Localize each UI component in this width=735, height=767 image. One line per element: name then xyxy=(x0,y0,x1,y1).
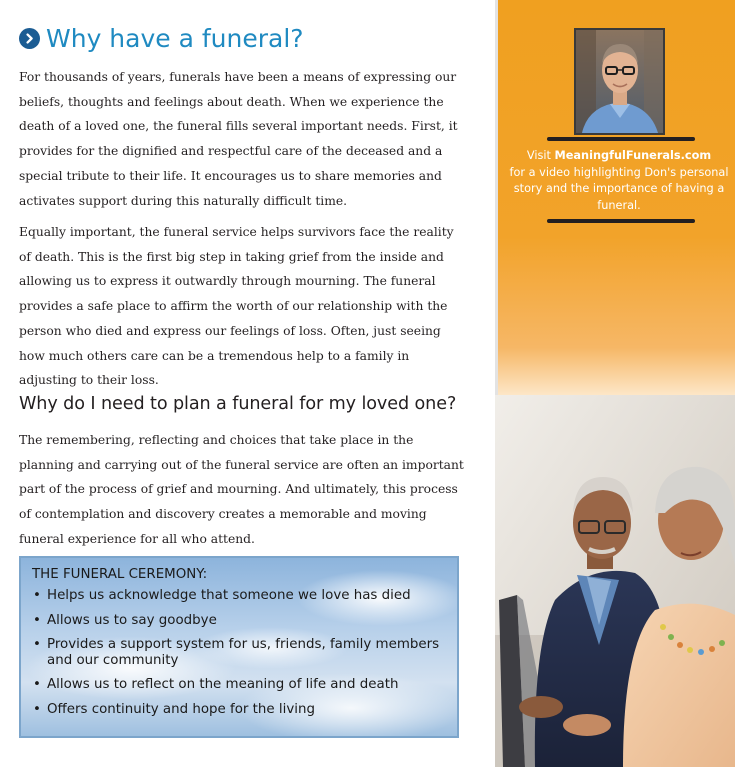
ceremony-title: THE FUNERAL CEREMONY: xyxy=(32,567,208,582)
visit-prefix: Visit xyxy=(526,149,551,162)
visit-website-text xyxy=(509,148,729,214)
ceremony-list-item: • Provides a support system for us, friends, family members and our community xyxy=(33,637,443,668)
section1-heading-text: Why have a funeral? xyxy=(46,24,304,53)
section1-heading xyxy=(19,24,304,53)
divider-bar xyxy=(547,137,695,141)
ceremony-list-item: • Offers continuity and hope for the living xyxy=(33,702,443,718)
divider-bar xyxy=(547,219,695,223)
section1-paragraph-2: Equally important, the funeral service helps survivors face the reality of death. This is the first big step in taking grief from the inside and allowing us to express it outwardly through mourning. The funeral provides a safe place to affirm the worth of our relationship with the person who died and express our feelings of loss. Often, just seeing how much others care can be a tremendous help to a family in adjusting to their loss. xyxy=(19,225,454,388)
ceremony-list-item: • Helps us acknowledge that someone we love has died xyxy=(33,588,443,604)
section2-paragraph: The remembering, reflecting and choices that take place in the planning and carrying out of the funeral service are often an important part of the process of grief and mourning. And ultimately, this process of contemplation and discovery creates a memorable and moving funeral experience for all who attend. xyxy=(19,433,464,546)
section1-paragraph-1: For thousands of years, funerals have been a means of expressing our beliefs, thoughts and feelings about death. When we experience the death of a loved one, the funeral fills several important needs. First, it provides for the dignified and respectful care of the deceased and a special tribute to their life. It encourages us to share memories and activates support during this naturally difficult time. xyxy=(19,70,458,208)
section2-heading: Why do I need to plan a funeral for my loved one? xyxy=(19,394,457,414)
couple-laptop-photo xyxy=(495,395,735,767)
visit-description: for a video highlighting Don's personal story and the importance of having a funeral. xyxy=(509,165,729,212)
funeral-ceremony-box xyxy=(19,556,459,738)
website-link[interactable]: MeaningfulFunerals.com xyxy=(554,149,712,162)
ceremony-list-item: • Allows us to reflect on the meaning of life and death xyxy=(33,677,443,693)
sidebar xyxy=(495,0,735,767)
chevron-right-circle-icon xyxy=(19,28,40,49)
ceremony-list-item: • Allows us to say goodbye xyxy=(33,613,443,629)
don-portrait xyxy=(574,28,665,135)
ceremony-list xyxy=(33,588,443,726)
